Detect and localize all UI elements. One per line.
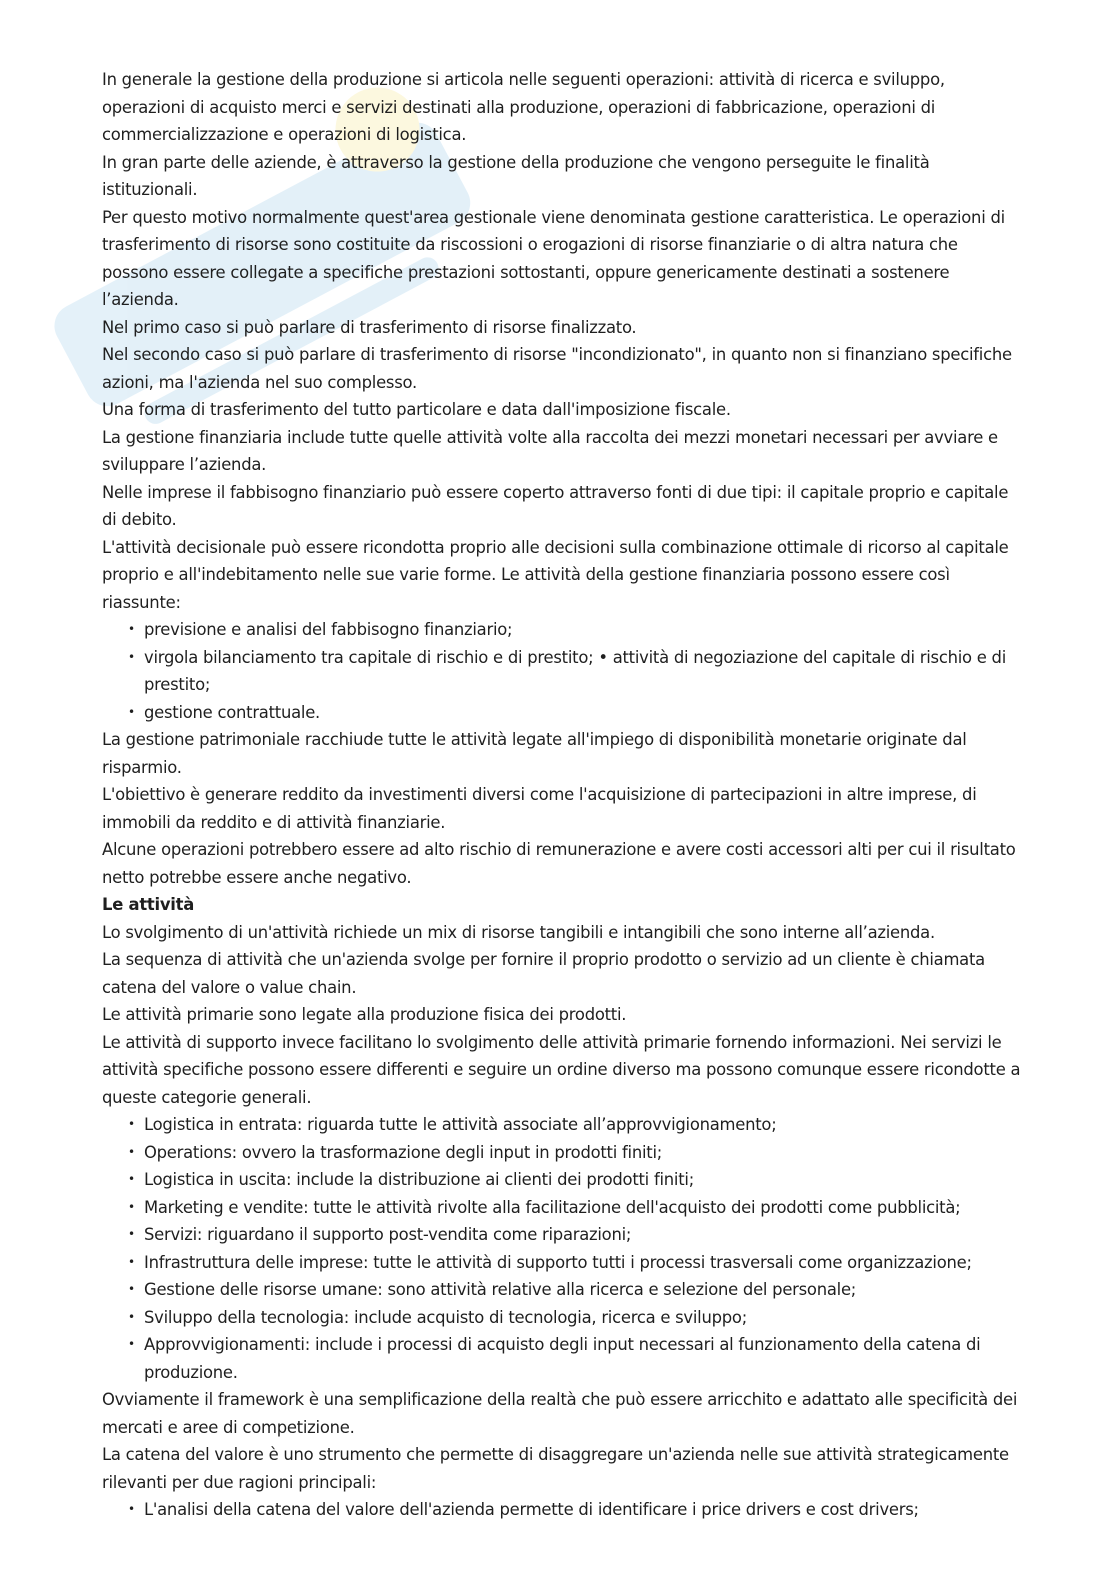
paragraph: L'attività decisionale può essere ricondotta proprio alle decisioni sulla combinazione ottimale di ricorso al capitale proprio e all'indebitamento nelle sue varie forme. Le attività della gestione finanziaria possono essere così riassunte: <box>102 537 1009 612</box>
list-item: • Sviluppo della tecnologia: include acquisto di tecnologia, ricerca e sviluppo; <box>102 1304 1022 1332</box>
paragraph: La catena del valore è uno strumento che permette di disaggregare un'azienda nelle sue attività strategicamente rilevanti per due ragioni principali: <box>102 1445 1009 1492</box>
paragraph: Nel secondo caso si può parlare di trasferimento di risorse "incondizionato", in quanto non si finanziano specifiche azioni, ma l'azienda nel suo complesso. <box>102 345 1012 392</box>
list-item: • Marketing e vendite: tutte le attività rivolte alla facilitazione dell'acquisto dei prodotti come pubblicità; <box>102 1194 1022 1222</box>
list-item: • L'analisi della catena del valore dell'azienda permette di identificare i price drivers e cost drivers; <box>102 1496 1022 1524</box>
paragraph: La sequenza di attività che un'azienda svolge per fornire il proprio prodotto o servizio ad un cliente è chiamata catena del valore o value chain. <box>102 950 985 997</box>
paragraph: La gestione patrimoniale racchiude tutte le attività legate all'impiego di disponibilità monetarie originate dal risparmio. <box>102 730 967 777</box>
list-item: • Logistica in entrata: riguarda tutte le attività associate all’approvvigionamento; <box>102 1111 1022 1139</box>
paragraph: Nelle imprese il fabbisogno finanziario può essere coperto attraverso fonti di due tipi: il capitale proprio e capitale di debito. <box>102 482 1009 529</box>
paragraph: La gestione finanziaria include tutte quelle attività volte alla raccolta dei mezzi monetari necessari per avviare e sviluppare l’azienda. <box>102 427 998 474</box>
list-item: • Infrastruttura delle imprese: tutte le attività di supporto tutti i processi trasversali come organizzazione; <box>102 1249 1022 1277</box>
paragraph: Lo svolgimento di un'attività richiede un mix di risorse tangibili e intangibili che sono interne all’azienda. <box>102 922 935 942</box>
paragraph: Per questo motivo normalmente quest'area gestionale viene denominata gestione caratteristica. Le operazioni di trasferimento di risorse sono costituite da riscossioni o erogazioni di risorse finanziarie o di altra natura che possono essere collegate a specifiche prestazioni sottostanti, oppure genericamente destinati a sostenere l’azienda. <box>102 207 1005 309</box>
paragraph: Le attività primarie sono legate alla produzione fisica dei prodotti. <box>102 1005 627 1024</box>
paragraph: Una forma di trasferimento del tutto particolare e data dall'imposizione fiscale. <box>102 400 731 419</box>
list-item: • virgola bilanciamento tra capitale di rischio e di prestito; • attività di negoziazione del capitale di rischio e di prestito; <box>102 644 1022 699</box>
paragraph: Ovviamente il framework è una semplificazione della realtà che può essere arricchito e adattato alle specificità dei mercati e aree di competizione. <box>102 1390 1018 1437</box>
document-body <box>102 66 1022 1524</box>
bullet-list-gestione-finanziaria <box>102 616 1022 726</box>
list-item: • Logistica in uscita: include la distribuzione ai clienti dei prodotti finiti; <box>102 1166 1022 1194</box>
list-item: • gestione contrattuale. <box>102 699 1022 727</box>
list-item: • previsione e analisi del fabbisogno finanziario; <box>102 616 1022 644</box>
list-item: • Approvvigionamenti: include i processi di acquisto degli input necessari al funzionamento della catena di produzione. <box>102 1331 1022 1386</box>
bullet-list-catena-valore <box>102 1111 1022 1386</box>
list-item: • Gestione delle risorse umane: sono attività relative alla ricerca e selezione del personale; <box>102 1276 1022 1304</box>
paragraph: Le attività di supporto invece facilitano lo svolgimento delle attività primarie fornendo informazioni. Nei servizi le attività specifiche possono essere differenti e seguire un ordine diverso ma possono comunque essere ricondotte a queste categorie generali. <box>102 1032 1021 1107</box>
paragraph: Nel primo caso si può parlare di trasferimento di risorse finalizzato. <box>102 317 637 337</box>
section-gestione-patrimoniale <box>102 726 1022 891</box>
section-gestione-produzione <box>102 66 1022 616</box>
section-heading: Le attività <box>102 895 195 914</box>
paragraph: Alcune operazioni potrebbero essere ad alto rischio di remunerazione e avere costi accessori alti per cui il risultato netto potrebbe essere anche negativo. <box>102 840 1016 887</box>
section-attivita <box>102 919 1022 1112</box>
paragraph: L'obiettivo è generare reddito da investimenti diversi come l'acquisizione di partecipazioni in altre imprese, di immobili da reddito e di attività finanziarie. <box>102 785 977 832</box>
section-framework <box>102 1386 1022 1496</box>
paragraph: In generale la gestione della produzione si articola nelle seguenti operazioni: attività di ricerca e sviluppo, operazioni di acquisto merci e servizi destinati alla produzione, operazioni di fabbricazione, operazioni di commercializzazione e operazioni di logistica. <box>102 70 945 144</box>
list-item: • Operations: ovvero la trasformazione degli input in prodotti finiti; <box>102 1139 1022 1167</box>
list-item: • Servizi: riguardano il supporto post-vendita come riparazioni; <box>102 1221 1022 1249</box>
bullet-list-ragioni <box>102 1496 1022 1524</box>
paragraph: In gran parte delle aziende, è attraverso la gestione della produzione che vengono perseguite le finalità istituzionali. <box>102 152 930 199</box>
